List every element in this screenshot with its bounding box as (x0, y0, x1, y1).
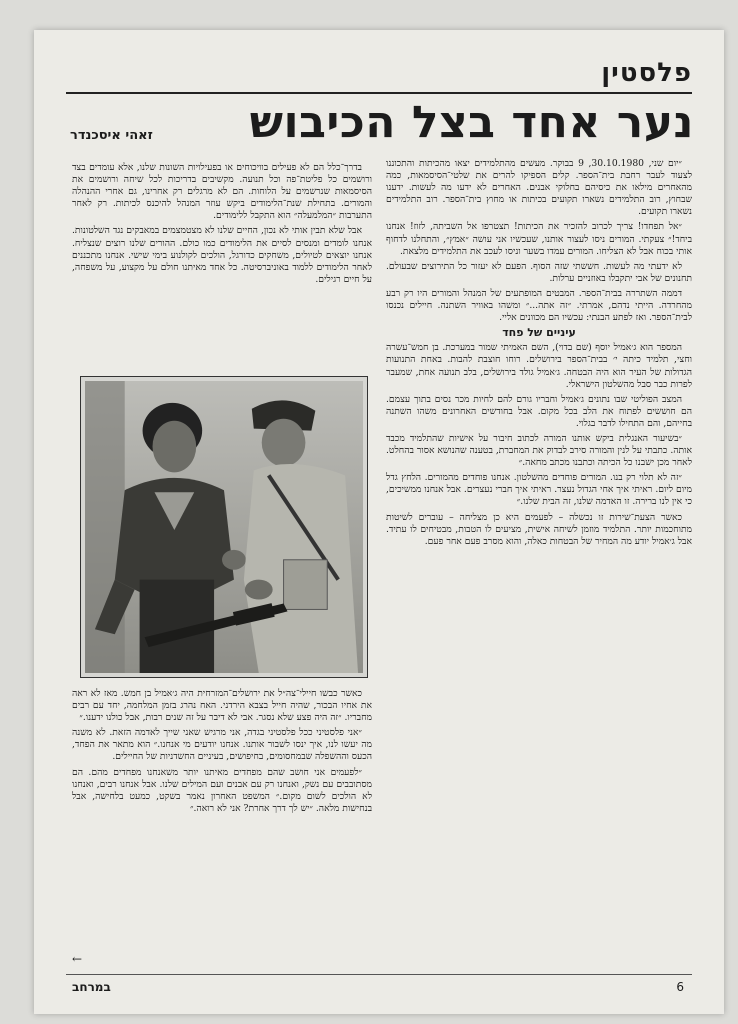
page-number: 6 (676, 980, 684, 994)
article-paragraph: המצב הפוליטי שבו נתונים ג׳אמיל וחבריו גורם להם לחיות מכר נסים בתוך עצמם. הם חוששים לפתוח את הלב בכל מקום. אבל בחודשים האחרונים משהו השתנה בחייהם, והם התחילו לדבר בגלוי. (386, 393, 692, 429)
magazine-page (34, 30, 724, 1014)
boy-and-soldier-photo (80, 376, 368, 678)
article-paragraph: בדרך־כלל הם לא פעילים בוויכוחים או בפעילויות השונות שלנו, אלא עומדים בצד ורושמים כל פליטת־פה וכל תנועה. מקשיבים בדריכות לכל שיחה ורושמים את הסיסמאות שנרשמים על הלוחות. הם לא מרגלים רק אחרינו, גם אחרי ההנהלה והמורים. בתחילת שנת־הלימודים ביקש עוזר המנהל להיכנס לכיתות. רק לאחר התערבות ״המלמעלה״ הוא התקבל ללימודים. (72, 162, 372, 222)
article-paragraph: ״אל תפחדו! צריך לכרוב להזכיר את הכיתות! תצטרפו אל השביתה, לזוז! אנחנו ביחד!״ צעקתי. המורים ניסו לעצור אותנו, שעכשיו אני עושה ״אמץ״, והתחלנו לדחוף אותי בכוח אבל לא הצליחו. המורים עמדו בשער וניסו לעכב את התלמידים מלצאת. (386, 221, 692, 257)
footer-rule (66, 974, 692, 975)
subheading: עיניים של פחד (502, 326, 576, 340)
section-label: פלסטין (601, 58, 692, 88)
article-paragraph: ״אני פלסטיני ככל פלסטיני בגדה, אני מרגיש שאני שייך לאדמה הזאת. לא משנה מה יעשו לנו, איך ינסו לשבור אותנו. אנחנו יודעים מי אנחנו.״ הוא מתאר את הפחד, הכעס וההשפלה שבמחסומים, בחיפושים, בעיניים החשדניות של החיילים. (72, 727, 372, 763)
byline: זאהי איסכנדר (70, 128, 153, 143)
article-paragraph: ״בשיעור האנגלית ביקש אותנו המורה לכתוב חיבור על אישיות שהתלמיד מכבד אותה. כתבתי על לנין והמורה סירב לבדוק את המחברת, בטענה שהנושא אסור בהחלט. לאחר מכן ישבנו כל הכיתה וכתבנו מכתב מחאה.״ (386, 432, 692, 469)
article-paragraph: כאשר כבשו חיילי־צה״ל את ירושלים־המזרחית היה ג׳אמיל בן חמש. מאז לא ראה את אחיו הבכור, שהיה חייל בצבא הירדני. האח נהרג בזמן המלחמה, יחד עם רבים מחבריו. ״זה היה פצע שלא נסגר. אבי לא דיבר על זה שנים רבות, אבל כולנו ידענו.״ (72, 688, 372, 724)
photo-image (85, 381, 363, 673)
article-paragraph: כאשר הצעת־שירות זו נכשלה – לפעמים היא כן מצליחה – עוברים לשיטות מתוחכמות יותר. התלמיד מוזמן לשיחה אישית, מציעים לו הטבות, מבטיחים לו עתיד. אבל ג׳אמיל יודע מה המחיר של הבטחות כאלה, והוא מסרב פעם אחר פעם. (386, 511, 692, 547)
article-paragraph: ״זה לא תלוי רק בנו. המורים פוחדים מהשלטון. אנחנו פוחדים מהמורים. הלחץ גדל מיום ליום. ראיתי איך אחי הגדול נעצר. ראיתי איך חברי נעצרים. אבל אנחנו ממשיכים, כי אין לנו ברירה. זו האדמה שלנו, זה הבית שלנו.״ (386, 472, 692, 508)
article-paragraph: דממה השתררה בבית־הספר. המבטים המופתעים של המנהל והמורים היו רק רבע מהחרדה. הייתי נדהם, אמרתי. ״זה אתה...״ ומשהו באוויר השתנה. חיילים נכנסו לבית־הספר. ואז לפתע הבנתי: עכשיו הם מכוונים אליי. (386, 287, 692, 324)
publication-name: במרחב (72, 980, 111, 994)
continue-arrow-icon: ← (72, 952, 83, 966)
article-column-left-top (72, 162, 372, 370)
article-paragraph: ״לפעמים אני חושב שהם מפחדים מאיתנו יותר משאנחנו מפחדים מהם. הם מסתובבים עם נשק, ואנחנו רק עם אבנים ועם המילים שלנו. אבל אנחנו רבים, ואנחנו לא הולכים לשום מקום.״ המשפט האחרון נאמר בשקט, כמעט בלחישה, אבל בנחישות מלאה. ״יש לך דרך אחרת? אני לא רואה.״ (72, 766, 372, 814)
article-column-right (386, 158, 692, 958)
article-paragraph: המספר הוא ג׳אמיל יוסף (שם בדוי), השם האמיתי שמור במערכת. בן חמש־עשרה וחצי, תלמיד כיתה י׳ בבית־הספר בירושלים. רוחו חוצבת להבות. באחת התנועות הגדולות של העיר הוא היה הבטחה. ג׳אמיל גולד בירושלים, בלב תנועה אחת, שמעבר לפרות כבר סבל מהשלטון הישראלי. (386, 342, 692, 390)
article-paragraph: אבל שלא תבין אותי לא נכון, החיים שלנו לא מצטמצמים במאבקים נגד השלטונות. אנחנו לומדים ומנסים לסיים את הלימודים כמו כולם. ההורים שלנו רוצים שנצליח. אנחנו יוצאים לטיולים, משחקים כדורגל, הולכים לקולנוע בימי שישי. אנחנו מתכננים לאחר הלימודים ללמוד באוניברסיטה. כל אחד מאיתנו חולם על מקצוע, על משפחה, על חיים רגילים. (72, 225, 372, 285)
article-paragraph: לא ידעתי מה לעשות. חששתי שזה הסוף. הפעם לא יעזור כל התירוצים שבעולם. תחנונים של אבי יתקבלו באוזניים ערלות. (386, 260, 692, 284)
article-column-left-bottom (72, 688, 372, 950)
header-rule (66, 92, 692, 94)
article-paragraph: ״יום שני, 30.10.1980, 9 בבוקר. מעשים מהתלמידים יצאו מהכיתות והתכוננו לצעוד לעבר רחבת בית־הספר. קלים הספיקו להרים את שלטי־הסיסמאות, כמה מהאחרים מילאו את כיסיהם בחלוקי אבנים. האחרים לא ידעו מה לעשות. ידענו שבחוץ, רוב התלמידים נשארו תקועים בכיתות או מחוץ בית־הספר. רוב התלמידים נשארו תקועים. (386, 158, 692, 218)
headline: נער אחד בצל הכיבוש (249, 97, 694, 148)
